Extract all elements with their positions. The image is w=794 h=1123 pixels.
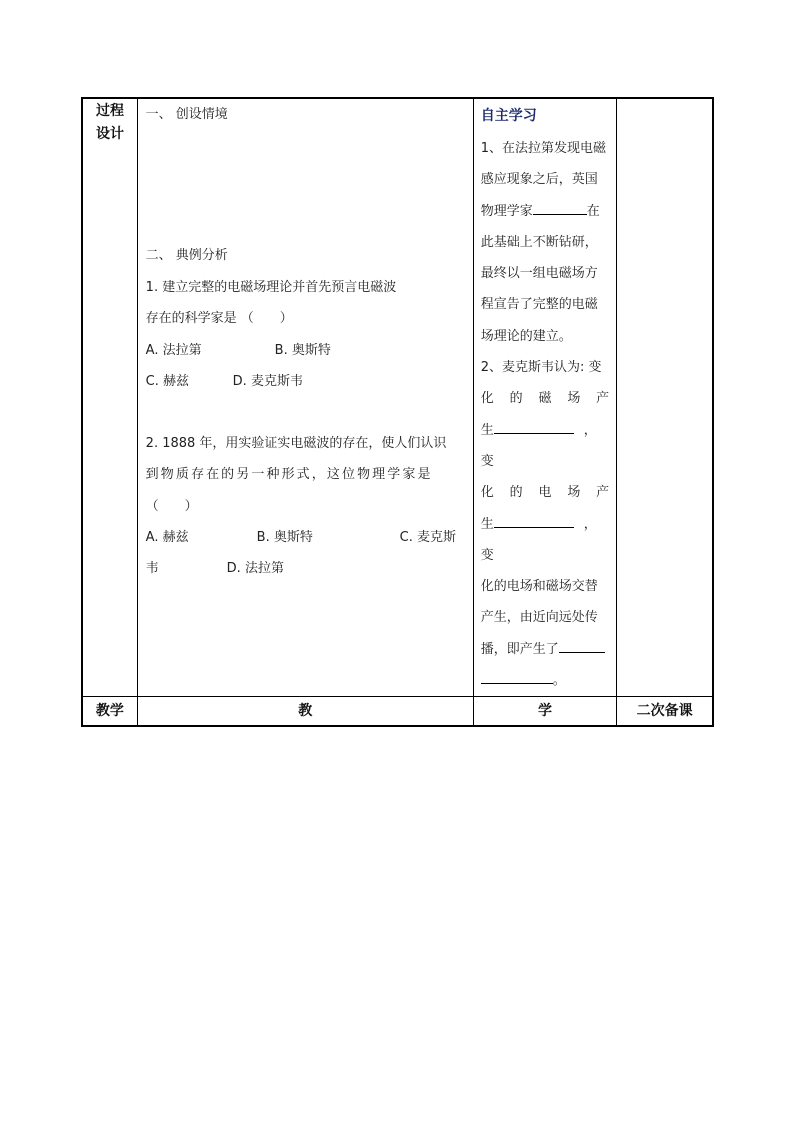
text-segment: 生	[480, 516, 494, 532]
question-2-option-c: C. 麦克斯	[399, 530, 457, 545]
self-study-line: 2、麦克斯韦认为: 变	[480, 360, 602, 376]
self-study-line: 此基础上不断钻研，	[480, 234, 598, 250]
answer-blank-wave-part-2[interactable]	[481, 669, 553, 684]
text-segment: ，变	[480, 516, 597, 563]
self-study-line: 1、在法拉第发现电磁	[480, 141, 607, 156]
label-line-1: 过程	[96, 103, 124, 119]
question-2-stem-line-3: （ ）	[145, 499, 198, 514]
label-line-2: 设计	[96, 126, 124, 142]
teaching-content-cell	[137, 98, 473, 697]
text-segment: 播，即产生了	[480, 641, 559, 657]
question-1-option-b: B. 奥斯特	[274, 343, 331, 358]
self-study-line: 感应现象之后，英国	[480, 172, 598, 188]
answer-blank-electric[interactable]	[494, 513, 574, 528]
text-segment: 物理学家	[480, 203, 533, 219]
question-1-option-c: C. 赫兹	[145, 374, 190, 389]
section-scenario-heading: 一、 创设情境	[145, 107, 228, 122]
self-study-line: 最终以一组电磁场方	[480, 266, 598, 282]
answer-blank-wave-part-1[interactable]	[559, 638, 605, 653]
question-1-stem-line-2: 存在的科学家是 （ ）	[145, 311, 293, 326]
question-1-option-d: D. 麦克斯韦	[232, 374, 303, 389]
footer-teaching-label: 教学	[82, 697, 137, 727]
self-study-line	[481, 415, 609, 478]
footer-row	[82, 697, 713, 727]
text-segment: 在	[586, 203, 600, 219]
text-segment: 。	[552, 673, 566, 689]
footer-learn-label: 学	[473, 697, 616, 727]
self-study-line	[481, 509, 609, 572]
question-2-option-a: A. 赫兹	[145, 530, 189, 545]
question-2-stem-line-2: 到物质存在的另一种形式，这位物理学家是	[145, 467, 433, 482]
question-2-option-b: B. 奥斯特	[256, 530, 313, 545]
text-segment: ，变	[480, 422, 597, 469]
question-2-option-c-continued: 韦	[145, 561, 159, 576]
self-study-line: 化的电场和磁场交替	[480, 579, 598, 595]
self-study-line	[481, 634, 609, 665]
self-study-line	[481, 196, 609, 227]
self-study-line	[481, 665, 609, 696]
second-preparation-cell	[617, 98, 713, 697]
question-1-option-a: A. 法拉第	[145, 343, 202, 358]
answer-blank-magnetic[interactable]	[494, 419, 574, 434]
section-examples-heading: 二、 典例分析	[145, 248, 228, 263]
footer-teach-label: 教	[137, 697, 473, 727]
self-study-cell	[473, 98, 616, 697]
self-study-title: 自主学习	[480, 108, 537, 124]
process-design-row	[82, 98, 713, 697]
question-1-stem-line-1: 1. 建立完整的电磁场理论并首先预言电磁波	[145, 280, 397, 295]
self-study-line: 化的磁场产	[480, 391, 610, 407]
lesson-plan-table	[81, 97, 714, 727]
self-study-line: 程宣告了完整的电磁	[480, 297, 598, 313]
process-design-label-cell	[82, 98, 137, 697]
self-study-line: 场理论的建立。	[480, 328, 572, 344]
answer-blank-physicist[interactable]	[533, 200, 587, 215]
question-2-stem-line-1: 2. 1888 年，用实验证实电磁波的存在，使人们认识	[145, 436, 447, 451]
self-study-line: 产生，由近向远处传	[480, 610, 598, 626]
text-segment: 生	[480, 422, 494, 438]
self-study-line: 化的电场产	[480, 485, 610, 501]
footer-second-prep-label: 二次备课	[617, 697, 713, 727]
question-2-option-d: D. 法拉第	[226, 561, 284, 576]
